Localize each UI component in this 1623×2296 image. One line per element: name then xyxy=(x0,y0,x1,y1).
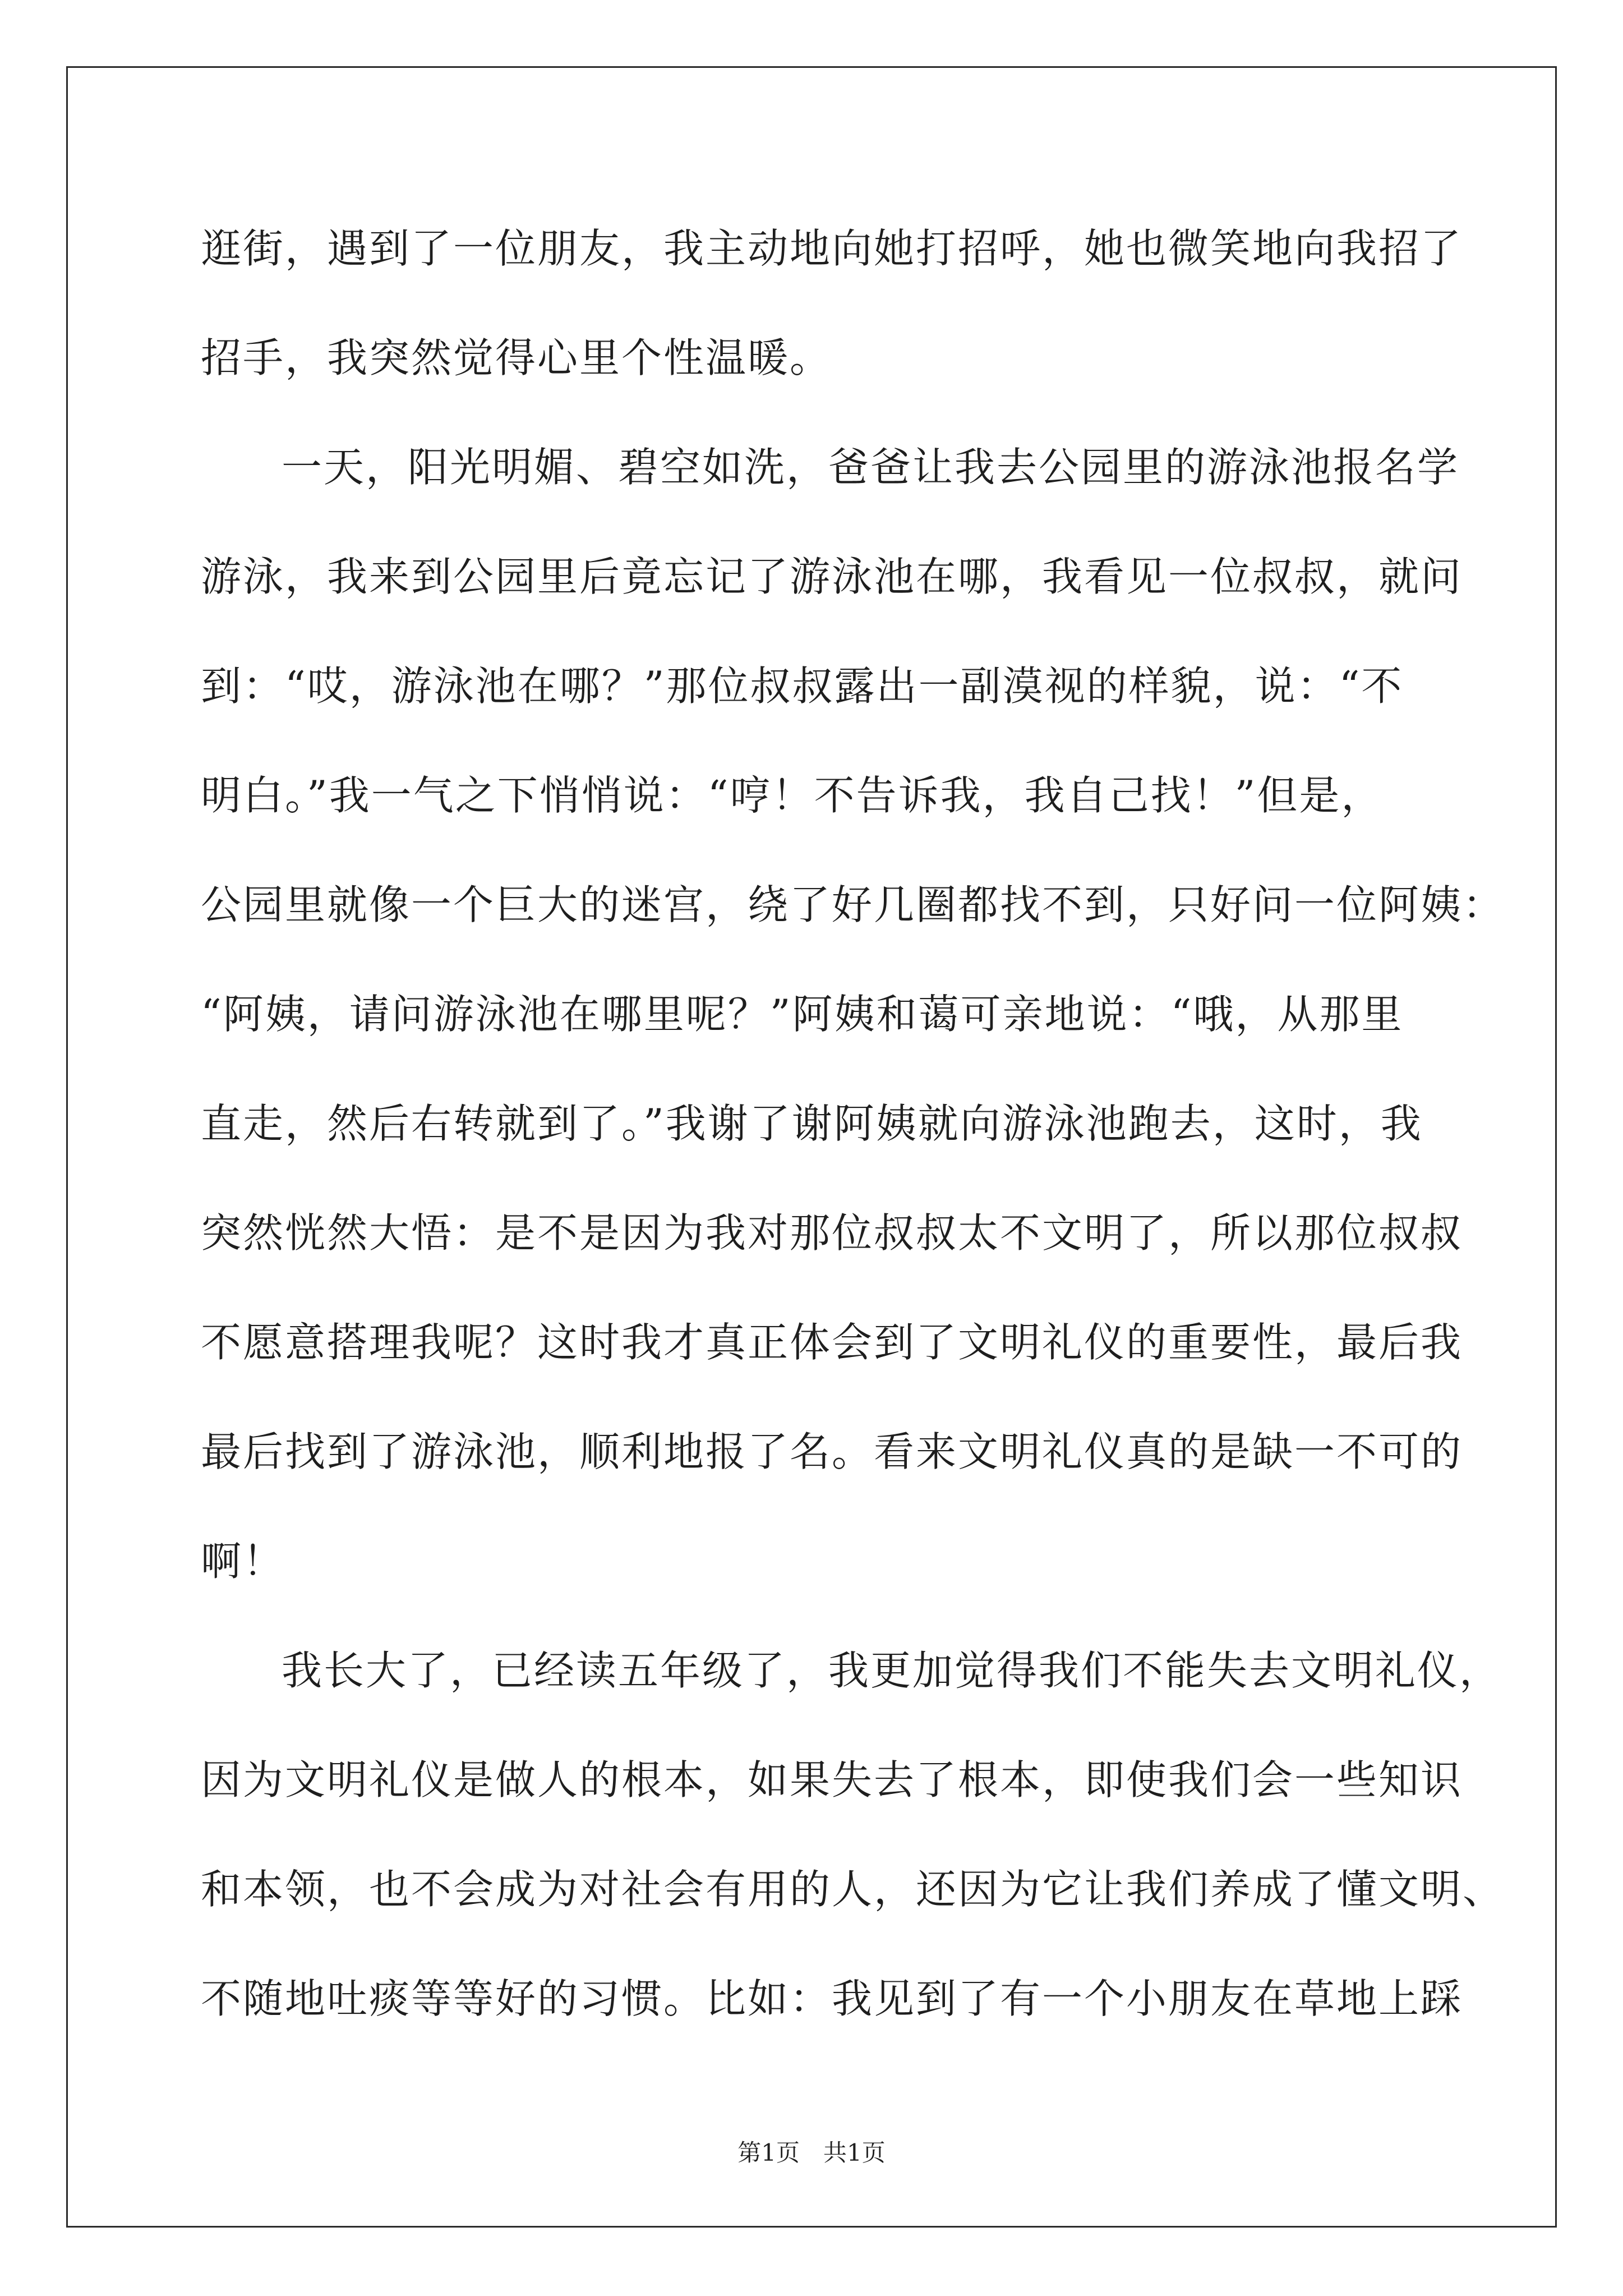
text-line: 逛街，遇到了一位朋友，我主动地向她打招呼，她也微笑地向我招了 xyxy=(201,225,1463,272)
text-line: 啊！ xyxy=(201,1538,285,1585)
text-line: 公园里就像一个巨大的迷宫，绕了好几圈都找不到，只好问一位阿姨： xyxy=(201,881,1505,928)
text-line: 因为文明礼仪是做人的根本，如果失去了根本，即使我们会一些知识 xyxy=(201,1756,1463,1803)
text-line: 招手，我突然觉得心里个性温暖。 xyxy=(201,334,832,381)
text-line: 和本领，也不会成为对社会有用的人，还因为它让我们养成了懂文明、 xyxy=(201,1866,1505,1913)
page-number-footer: 第1页 共1页 xyxy=(737,2139,886,2166)
text-line: “阿姨，请问游泳池在哪里呢？”阿姨和蔼可亲地说：“哦，从那里 xyxy=(201,991,1404,1038)
text-line: 不愿意搭理我呢？这时我才真正体会到了文明礼仪的重要性，最后我 xyxy=(201,1319,1463,1366)
text-line: 直走，然后右转就到了。”我谢了谢阿姨就向游泳池跑去，这时，我 xyxy=(201,1100,1423,1147)
paragraph-start-line: 我长大了，已经读五年级了，我更加觉得我们不能失去文明礼仪， xyxy=(282,1647,1502,1694)
text-line: 突然恍然大悟：是不是因为我对那位叔叔太不文明了，所以那位叔叔 xyxy=(201,1209,1463,1257)
text-line: 游泳，我来到公园里后竟忘记了游泳池在哪，我看见一位叔叔，就问 xyxy=(201,553,1463,600)
text-line: 明白。”我一气之下悄悄说：“哼！不告诉我，我自己找！”但是， xyxy=(201,772,1384,819)
text-line: 到：“哎，游泳池在哪？”那位叔叔露出一副漠视的样貌，说：“不 xyxy=(201,662,1404,710)
paragraph-start-line: 一天，阳光明媚、碧空如洗，爸爸让我去公园里的游泳池报名学 xyxy=(282,444,1460,491)
text-line: 不随地吐痰等等好的习惯。比如：我见到了有一个小朋友在草地上踩 xyxy=(201,1975,1463,2022)
text-line: 最后找到了游泳池，顺利地报了名。看来文明礼仪真的是缺一不可的 xyxy=(201,1428,1463,1475)
